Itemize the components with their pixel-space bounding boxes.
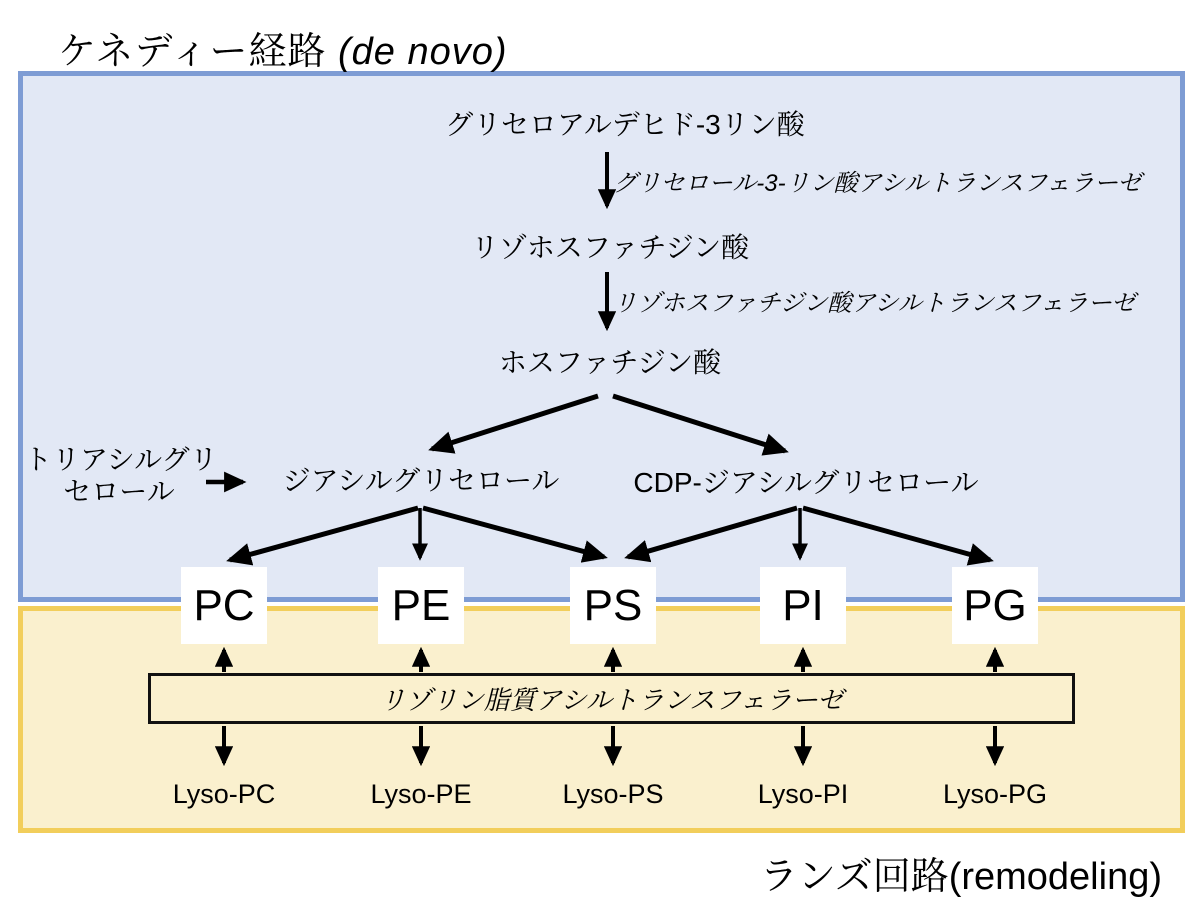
node-phosphatidic-acid: ホスファチジン酸 bbox=[498, 347, 722, 378]
node-triacylglycerol bbox=[24, 444, 218, 508]
title-main: ケネディー経路 bbox=[58, 31, 338, 73]
enzyme-lysophospholipid-acyltransferase-box: リゾリン脂質アシルトランスフェラーゼ bbox=[148, 673, 1075, 724]
phospholipid-box-pg: PG bbox=[952, 567, 1038, 644]
lands-cycle-title: ランズ回路(remodeling) bbox=[759, 856, 1162, 898]
tag-line1: トリアシルグリ bbox=[24, 444, 218, 475]
node-glyceraldehyde-3-phosphate: グリセロアルデヒド-3リン酸 bbox=[445, 109, 805, 140]
enzyme-g3p-acyltransferase-label: グリセロール-3-リン酸アシルトランスフェラーゼ bbox=[613, 170, 1142, 197]
node-lysophosphatidic-acid: リゾホスファチジン酸 bbox=[470, 232, 750, 263]
tag-line2: セロール bbox=[63, 476, 175, 508]
phospholipid-box-pc: PC bbox=[181, 567, 267, 644]
node-cdp-diacylglycerol: CDP-ジアシルグリセロール bbox=[633, 467, 979, 498]
node-lyso-pi: Lyso-PI bbox=[757, 779, 849, 809]
phospholipid-box-ps: PS bbox=[570, 567, 656, 644]
page-title bbox=[58, 20, 508, 75]
node-lyso-pc: Lyso-PC bbox=[172, 779, 276, 809]
node-lyso-pe: Lyso-PE bbox=[370, 779, 472, 809]
node-lyso-pg: Lyso-PG bbox=[942, 779, 1048, 809]
node-diacylglycerol: ジアシルグリセロール bbox=[282, 465, 560, 496]
kennedy-pathway-region bbox=[18, 71, 1185, 602]
title-de-novo: (de novo) bbox=[338, 31, 508, 73]
phospholipid-box-pe: PE bbox=[378, 567, 464, 644]
node-lyso-ps: Lyso-PS bbox=[562, 779, 664, 809]
enzyme-lpa-acyltransferase-label: リゾホスファチジン酸アシルトランスフェラーゼ bbox=[613, 290, 1136, 317]
phospholipid-box-pi: PI bbox=[760, 567, 846, 644]
